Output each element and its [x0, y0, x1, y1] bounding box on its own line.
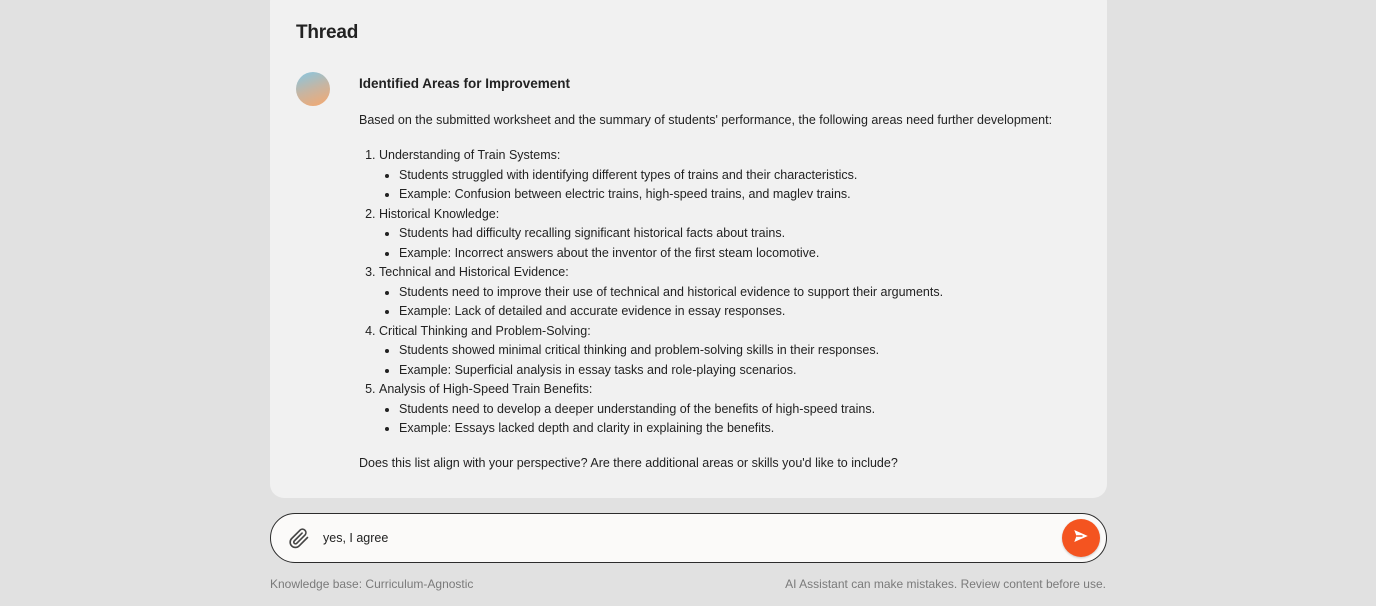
area-points — [379, 224, 1079, 263]
area-point: • Students had difficulty recalling significant historical facts about trains. — [399, 224, 1079, 244]
area-point: • Students need to develop a deeper understanding of the benefits of high-speed trains. — [399, 400, 1079, 420]
area-point: • Students showed minimal critical thinking and problem-solving skills in their responses. — [399, 341, 1079, 361]
area-point: • Students need to improve their use of technical and historical evidence to support their arguments. — [399, 283, 1079, 303]
area-item — [379, 205, 1079, 264]
area-title: Technical and Historical Evidence: — [379, 265, 569, 279]
message-composer — [270, 513, 1107, 563]
area-points — [379, 166, 1079, 205]
assistant-message — [359, 74, 1079, 473]
improvement-areas-list — [359, 146, 1079, 439]
area-item — [379, 322, 1079, 381]
area-point: • Example: Essays lacked depth and clarity in explaining the benefits. — [399, 419, 1079, 439]
area-item — [379, 380, 1079, 439]
area-title: Understanding of Train Systems: — [379, 148, 561, 162]
area-points — [379, 283, 1079, 322]
area-title: Critical Thinking and Problem-Solving: — [379, 323, 591, 338]
disclaimer-text: AI Assistant can make mistakes. Review content before use. — [785, 577, 1106, 591]
area-point: • Example: Superficial analysis in essay tasks and role-playing scenarios. — [399, 361, 1079, 381]
area-point: • Students struggled with identifying different types of trains and their characteristics. — [399, 166, 1079, 186]
message-input[interactable] — [323, 528, 1023, 548]
assistant-avatar — [296, 72, 330, 106]
thread-panel — [270, 0, 1107, 498]
area-title: Historical Knowledge: — [379, 206, 500, 221]
area-point: • Example: Incorrect answers about the inventor of the first steam locomotive. — [399, 244, 1079, 264]
area-point: • Example: Confusion between electric trains, high-speed trains, and maglev trains. — [399, 185, 1079, 205]
area-points — [379, 400, 1079, 439]
thread-title: Thread — [296, 22, 359, 43]
send-button[interactable] — [1062, 519, 1100, 557]
message-intro: Based on the submitted worksheet and the summary of students' performance, the following areas need further development: — [359, 112, 1053, 127]
area-points — [379, 341, 1079, 380]
area-item — [379, 263, 1079, 322]
send-icon — [1072, 527, 1090, 550]
area-item — [379, 146, 1079, 205]
area-title: Analysis of High-Speed Train Benefits: — [379, 382, 593, 396]
message-heading: Identified Areas for Improvement — [359, 76, 571, 91]
area-point: • Example: Lack of detailed and accurate evidence in essay responses. — [399, 302, 1079, 322]
paperclip-icon[interactable] — [287, 526, 311, 550]
message-closing: Does this list align with your perspective? Are there additional areas or skills you'd like to include? — [359, 455, 898, 470]
knowledge-base-label: Knowledge base: Curriculum-Agnostic — [270, 577, 474, 591]
